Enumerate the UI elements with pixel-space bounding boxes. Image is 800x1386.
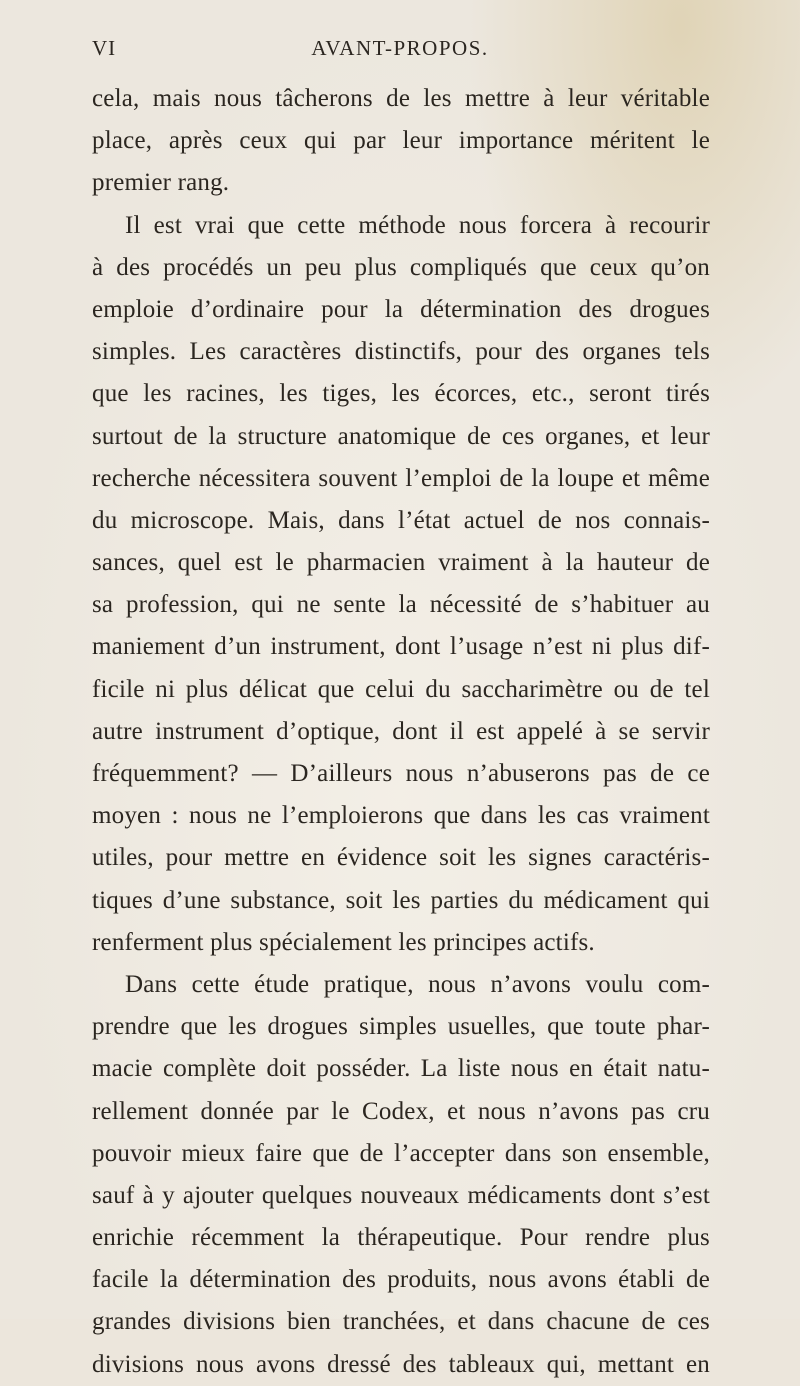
text-line: surtout de la structure anatomique de ces organes, et leur	[92, 422, 710, 450]
text-line: Dans cette étude pratique, nous n’avons voulu com-	[125, 970, 710, 998]
text-line: facile la détermination des produits, nous avons établi de	[92, 1266, 710, 1294]
page-number: VI	[92, 36, 117, 60]
text-line: premier rang.	[92, 169, 230, 197]
text-line: sa profession, qui ne sente la nécessité de s’habituer au	[92, 591, 710, 619]
text-line: sances, quel est le pharmacien vraiment à la hauteur de	[92, 549, 710, 577]
text-line: tiques d’une substance, soit les parties du médicament qui	[92, 886, 710, 914]
text-line: enrichie récemment la thérapeutique. Pour rendre plus	[92, 1224, 710, 1252]
text-line: que les racines, les tiges, les écorces, etc., seront tirés	[92, 380, 710, 408]
text-line: Il est vrai que cette méthode nous forcera à recourir	[125, 211, 710, 239]
text-line: autre instrument d’optique, dont il est appelé à se servir	[92, 717, 710, 745]
text-line: grandes divisions bien tranchées, et dans chacune de ces	[92, 1308, 710, 1336]
text-line: sauf à y ajouter quelques nouveaux médicaments dont s’est	[92, 1181, 710, 1209]
text-line: rellement donnée par le Codex, et nous n’avons pas cru	[92, 1097, 710, 1125]
running-head	[92, 36, 708, 66]
text-line: moyen : nous ne l’emploierons que dans les cas vraiment	[92, 802, 710, 830]
text-line: maniement d’un instrument, dont l’usage n’est ni plus dif-	[92, 633, 710, 661]
text-line: divisions nous avons dressé des tableaux qui, mettant en	[92, 1350, 710, 1378]
text-line: prendre que les drogues simples usuelles, que toute phar-	[92, 1013, 710, 1041]
text-line: simples. Les caractères distinctifs, pour des organes tels	[92, 338, 710, 366]
text-line: recherche nécessitera souvent l’emploi de la loupe et même	[92, 464, 710, 492]
text-line: macie complète doit posséder. La liste nous en était natu-	[92, 1055, 710, 1083]
text-line: utiles, pour mettre en évidence soit les signes caractéris-	[92, 844, 710, 872]
text-line: ficile ni plus délicat que celui du saccharimètre ou de tel	[92, 675, 710, 703]
text-line: du microscope. Mais, dans l’état actuel de nos connais-	[92, 506, 710, 534]
text-line: cela, mais nous tâcherons de les mettre à leur véritable	[92, 85, 710, 112]
body-text	[92, 78, 710, 1386]
text-line: emploie d’ordinaire pour la détermination des drogues	[92, 295, 710, 323]
text-line: fréquemment? — D’ailleurs nous n’abuserons pas de ce	[92, 760, 710, 787]
running-title: AVANT-PROPOS.	[311, 36, 489, 60]
text-line: à des procédés un peu plus compliqués que ceux qu’on	[92, 253, 710, 281]
text-line: renferment plus spécialement les principes actifs.	[92, 928, 595, 956]
text-line: place, après ceux qui par leur importance méritent le	[92, 127, 710, 155]
text-line: pouvoir mieux faire que de l’accepter dans son ensemble,	[92, 1139, 710, 1167]
